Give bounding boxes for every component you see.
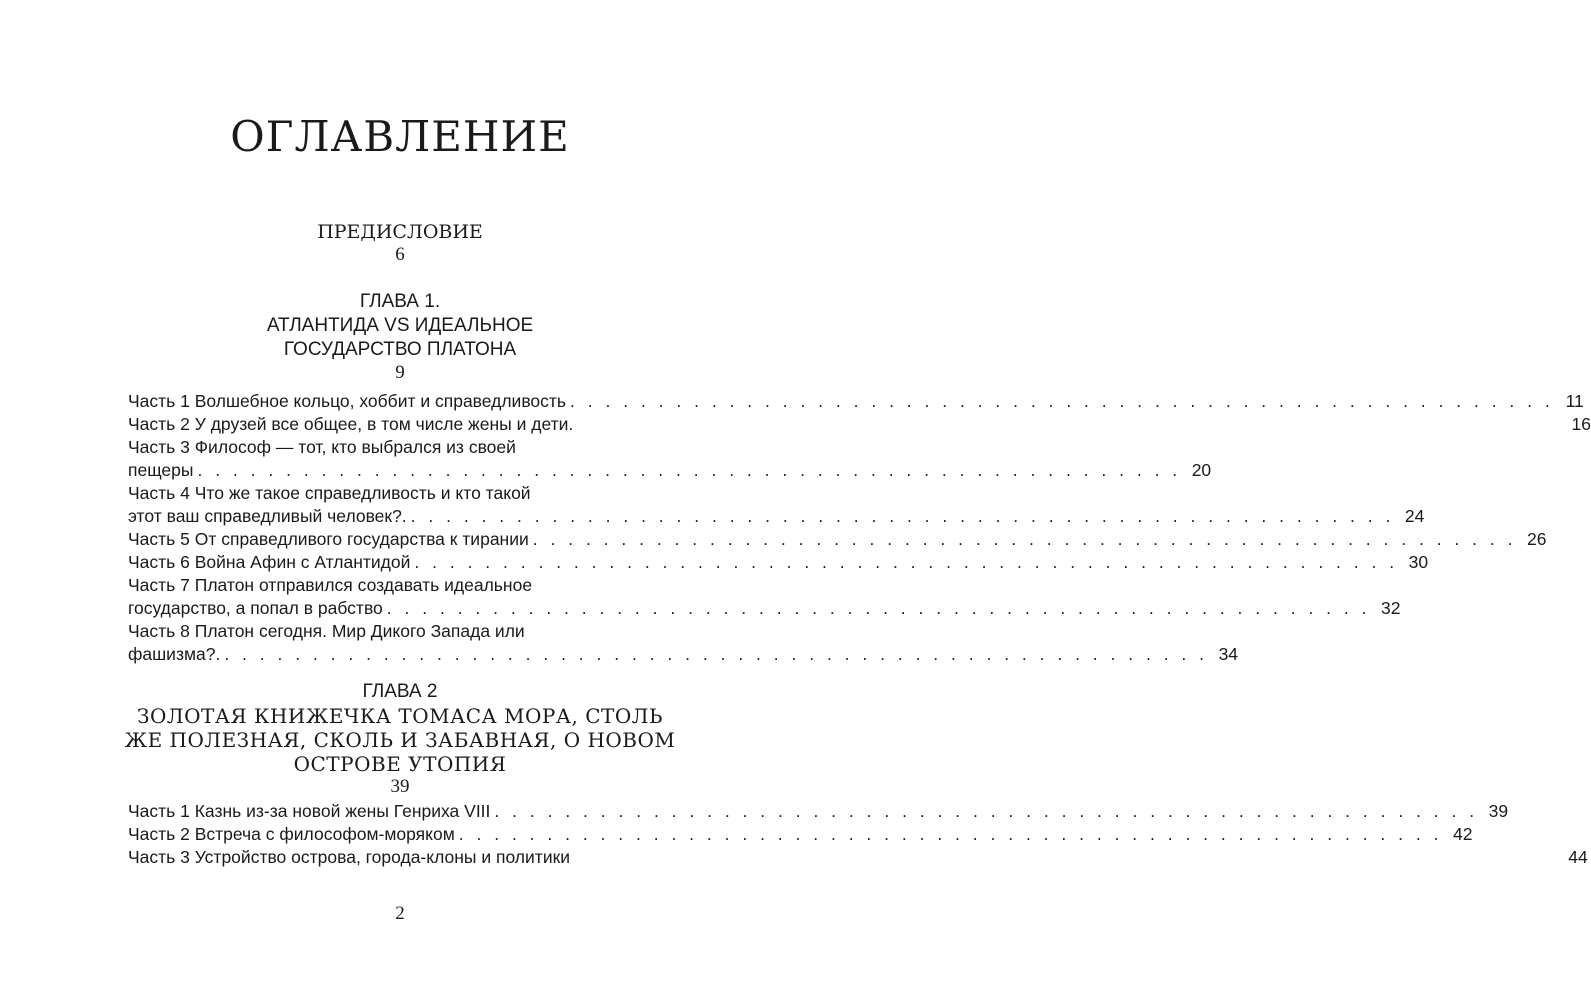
chapter2-title-line3: ОСТРОВЕ УТОПИЯ <box>293 752 507 776</box>
toc-entry[interactable] <box>128 846 1588 869</box>
toc-entry-label: Часть 1 Волшебное кольцо, хоббит и справедливость <box>128 391 567 411</box>
dot-leader <box>193 459 1185 482</box>
toc-entry-label-line1: Часть 7 Платон отправился создавать идеальное <box>128 575 533 595</box>
chapter1-label: ГЛАВА 1. <box>359 291 441 312</box>
toc-entry-page: 44 <box>1568 847 1588 867</box>
footer-page-number: 2 <box>395 903 405 924</box>
toc-entry-label: пещеры <box>128 460 194 480</box>
toc-entry-page: 24 <box>1404 506 1425 526</box>
toc-entry[interactable] <box>128 528 1547 551</box>
dot-leader <box>383 597 1375 620</box>
chapter1-title-line1: АТЛАНТИДА VS ИДЕАЛЬНОЕ <box>266 315 534 336</box>
dot-leader <box>529 528 1521 551</box>
toc-entry-label: Часть 5 От справедливого государства к тирании <box>128 529 529 549</box>
toc-entry-label-line1: Часть 8 Платон сегодня. Мир Дикого Запада или <box>128 621 525 641</box>
toc-entry-label: Часть 1 Казнь из-за новой жены Генриха VIII <box>128 801 491 821</box>
chapter2-header <box>0 680 800 798</box>
toc-entry-label: этот ваш справедливый человек?. <box>128 506 407 526</box>
toc-entry-page: 20 <box>1191 460 1212 480</box>
chapter1-toc-list <box>128 390 1591 666</box>
toc-entry-label-line1: Часть 3 Философ — тот, кто выбрался из своей <box>128 437 516 457</box>
chapter2-title-line1: ЗОЛОТАЯ КНИЖЕЧКА ТОМАСА МОРА, СТОЛЬ <box>137 704 663 728</box>
toc-entry-page: 42 <box>1453 824 1473 844</box>
chapter2-page: 39 <box>390 776 410 797</box>
chapter2-toc-list <box>128 800 1588 869</box>
toc-entry[interactable] <box>128 551 1429 574</box>
toc-entry-page: 26 <box>1527 529 1547 549</box>
dot-leader <box>220 643 1212 666</box>
preface-section <box>0 220 800 266</box>
toc-entry-label: государство, а попал в рабство <box>128 598 383 618</box>
toc-entry[interactable] <box>128 413 1591 436</box>
chapter1-title-line2: ГОСУДАРСТВО ПЛАТОНА <box>283 339 517 360</box>
toc-entry[interactable] <box>128 800 1509 823</box>
dot-leader <box>410 551 1402 574</box>
toc-entry-page: 11 <box>1565 391 1584 411</box>
toc-entry-label-line1: Часть 4 Что же такое справедливость и кто такой <box>128 483 531 503</box>
chapter1-page: 9 <box>395 362 405 383</box>
toc-entry-page: 32 <box>1381 598 1401 618</box>
toc-entry-label: Часть 2 У друзей все общее, в том числе жены и дети. <box>128 414 574 434</box>
preface-title: ПРЕДИСЛОВИЕ <box>317 221 483 243</box>
dot-leader <box>407 505 1399 528</box>
toc-entry-page: 30 <box>1408 552 1429 572</box>
toc-entry-page: 34 <box>1218 644 1239 664</box>
toc-entry[interactable] <box>128 482 1425 528</box>
toc-entry[interactable] <box>128 390 1584 413</box>
chapter2-title-line2: ЖЕ ПОЛЕЗНАЯ, СКОЛЬ И ЗАБАВНАЯ, О НОВОМ <box>124 728 676 752</box>
chapter1-header <box>0 290 800 384</box>
toc-entry-page: 39 <box>1488 801 1509 821</box>
dot-leader <box>490 800 1482 823</box>
dot-leader <box>455 823 1447 846</box>
chapter2-label: ГЛАВА 2 <box>362 681 438 702</box>
toc-entry-label: Часть 3 Устройство острова, города-клоны и политики <box>128 847 571 867</box>
toc-entry[interactable] <box>128 436 1212 482</box>
toc-entry-page: 16 <box>1571 414 1591 434</box>
preface-page: 6 <box>395 244 405 265</box>
toc-entry-label: фашизма?. <box>128 644 221 664</box>
toc-entry-label: Часть 2 Встреча с философом-моряком <box>128 824 455 844</box>
page-title: ОГЛАВЛЕНИЕ <box>230 112 570 161</box>
toc-entry[interactable] <box>128 620 1239 666</box>
toc-entry[interactable] <box>128 574 1401 620</box>
toc-entry[interactable] <box>128 823 1473 846</box>
toc-entry-label: Часть 6 Война Афин с Атлантидой <box>128 552 411 572</box>
dot-leader <box>566 390 1558 413</box>
